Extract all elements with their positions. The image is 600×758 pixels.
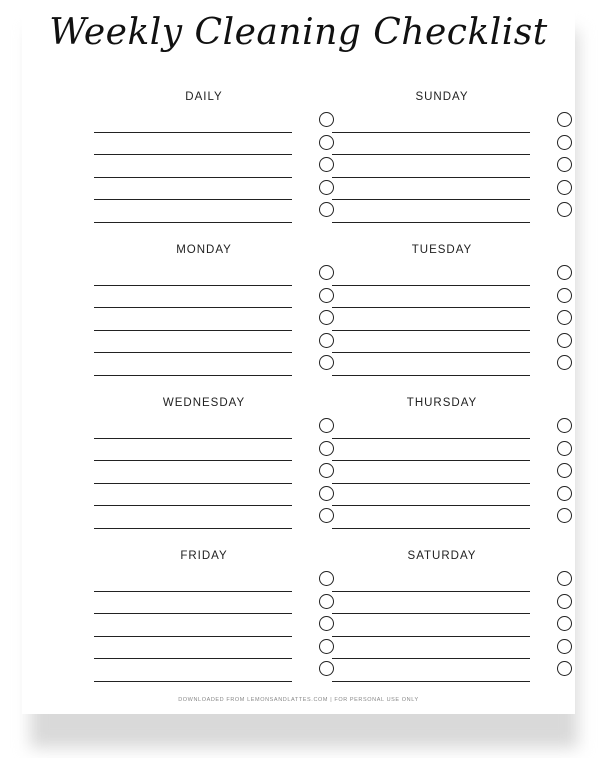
checklist-row [332,110,572,133]
checkbox-circle[interactable] [557,418,572,433]
section-sunday [332,88,572,223]
checkbox-circle[interactable] [557,157,572,172]
checkbox-circle[interactable] [557,616,572,631]
checklist-row [332,133,572,156]
checkbox-circle[interactable] [557,112,572,127]
checklist-row [94,155,334,178]
section-saturday [332,547,572,682]
checklist-row [94,569,334,592]
checklist-row [332,178,572,201]
checklist-row [332,659,572,682]
checklist-page [22,0,575,714]
section-friday [94,547,334,682]
checkbox-circle[interactable] [557,508,572,523]
write-in-line[interactable] [332,222,530,223]
checkbox-circle[interactable] [557,486,572,501]
checklist-row [94,308,334,331]
section-daily [94,88,334,223]
checklist-row [332,461,572,484]
write-in-line[interactable] [332,681,530,682]
checklist-row [94,439,334,462]
section-wednesday [94,394,334,529]
section-title: SATURDAY [407,550,477,562]
section-monday [94,241,334,376]
checkbox-circle[interactable] [557,310,572,325]
checklist-row [332,569,572,592]
checklist-row [94,461,334,484]
checkbox-circle[interactable] [557,135,572,150]
write-in-line[interactable] [94,375,292,376]
checkbox-circle[interactable] [557,441,572,456]
checklist-row [94,331,334,354]
section-thursday [332,394,572,529]
checklist-row [94,200,334,223]
checklist-row [332,416,572,439]
checkbox-circle[interactable] [557,571,572,586]
checklist-row [94,416,334,439]
write-in-line[interactable] [94,528,292,529]
checkbox-circle[interactable] [557,355,572,370]
checklist-row [94,506,334,529]
checkbox-circle[interactable] [557,333,572,348]
checklist-row [332,614,572,637]
checklist-row [332,353,572,376]
checklist-row [332,592,572,615]
checklist-row [94,178,334,201]
checklist-row [332,308,572,331]
checklist-row [94,110,334,133]
checkbox-circle[interactable] [557,202,572,217]
checklist-row [332,263,572,286]
write-in-line[interactable] [332,375,530,376]
checklist-row [332,439,572,462]
section-tuesday [332,241,572,376]
section-title: THURSDAY [406,397,478,409]
checklist-row [94,484,334,507]
checkbox-circle[interactable] [557,661,572,676]
checkbox-circle[interactable] [557,639,572,654]
checkbox-circle[interactable] [557,180,572,195]
section-title: SUNDAY [415,91,469,103]
checklist-row [94,263,334,286]
checklist-row [94,659,334,682]
checklist-row [332,286,572,309]
section-title: DAILY [185,91,223,103]
write-in-line[interactable] [94,222,292,223]
checklist-row [94,286,334,309]
section-title: MONDAY [176,244,232,256]
write-in-line[interactable] [332,528,530,529]
checklist-row [332,506,572,529]
checklist-row [94,133,334,156]
checklist-row [94,637,334,660]
checklist-row [94,353,334,376]
page-title: Weekly Cleaning Checklist [49,12,548,53]
section-title: WEDNESDAY [162,397,246,409]
footer-text: DOWNLOADED FROM LEMONSANDLATTES.COM | FOR PERSONAL USE ONLY [178,697,419,703]
section-title: FRIDAY [180,550,228,562]
checklist-row [94,592,334,615]
write-in-line[interactable] [94,681,292,682]
checklist-row [332,637,572,660]
checklist-row [332,200,572,223]
section-title: TUESDAY [411,244,473,256]
checklist-row [332,331,572,354]
checkbox-circle[interactable] [557,288,572,303]
checklist-row [332,484,572,507]
checkbox-circle[interactable] [557,594,572,609]
checkbox-circle[interactable] [557,265,572,280]
checklist-row [94,614,334,637]
checkbox-circle[interactable] [557,463,572,478]
checklist-row [332,155,572,178]
